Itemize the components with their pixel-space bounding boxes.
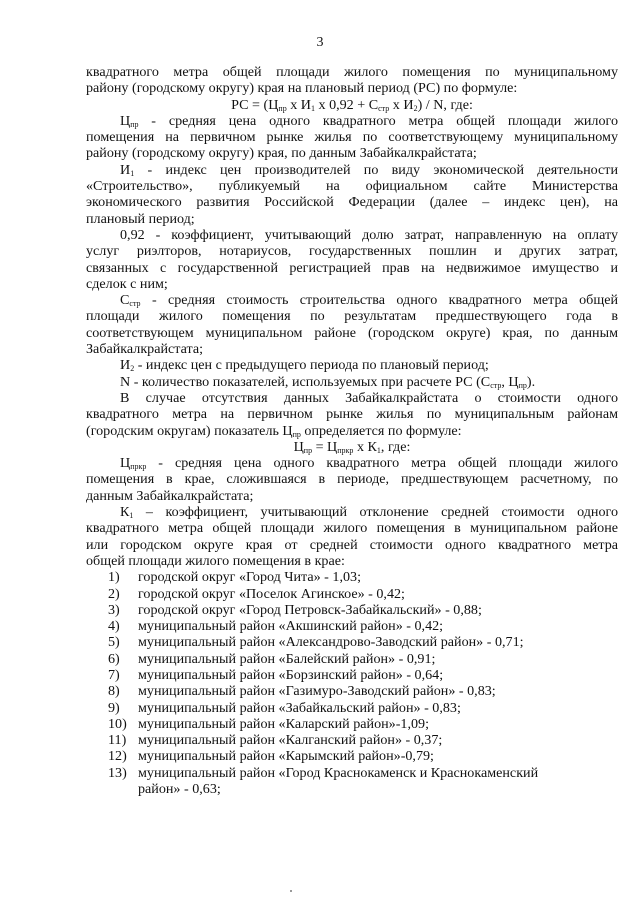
text-line: квадратного метра общей площади жилого помещения по муниципальному	[86, 64, 618, 80]
list-item-number: 13)	[108, 764, 127, 781]
definition-i2: $И_2$ - индекс цен с предыдущего периода по плановый период;	[120, 357, 489, 374]
list-item	[86, 586, 618, 602]
list-item-number: 1)	[108, 569, 120, 586]
list-item-number: 11)	[108, 732, 127, 749]
list-item	[86, 765, 618, 781]
text-line: помещения на первичном рынке жилья по соответствующему муниципальному	[86, 129, 618, 146]
list-item-text: муниципальный район «Борзинский район» - 0,64;	[138, 666, 444, 683]
text-line: услуг риэлторов, нотариусов, государственных пошлин и других затрат,	[86, 243, 618, 260]
definition-n: N - количество показателей, используемых при расчете РС ($С_{стр}$, $Ц_{пр}$).	[120, 373, 536, 390]
list-item-text: муниципальный район «Александрово-Заводский район» - 0,71;	[138, 634, 524, 651]
text-line: соответствующем муниципальном районе (городском округе) края, по данным	[86, 324, 618, 341]
list-item-text: муниципальный район «Балейский район» - 0,91;	[138, 650, 436, 667]
text-line: связанных с государственной регистрацией прав на недвижимое имущество и	[86, 259, 618, 276]
list-item-text: муниципальный район «Акшинский район» - 0,42;	[138, 618, 444, 635]
list-item-text: городской округ «Город Петровск-Забайкальский» - 0,88;	[138, 601, 482, 618]
list-item-text: муниципальный район «Калганский район» - 0,37;	[138, 732, 443, 749]
list-item	[86, 667, 618, 683]
text-line: В случае отсутствия данных Забайкалкрайстата о стоимости одного	[120, 389, 618, 406]
page-number: 3	[316, 35, 324, 50]
list-item	[86, 634, 618, 650]
text-line: общей площади жилого помещения в крае:	[86, 552, 345, 569]
list-item	[86, 748, 618, 764]
list-item	[86, 602, 618, 618]
definition-coefficient: 0,92 - коэффициент, учитывающий долю затрат, направленную на оплату	[120, 226, 618, 243]
text-line: квадратного метра на первичном рынке жилья по муниципальным районам	[86, 406, 618, 423]
list-item-continuation: район» - 0,63;	[138, 781, 221, 798]
text-line: (городским округам) показатель $Ц_{пр}$ определяется по формуле:	[86, 422, 462, 439]
text-line: площади жилого помещения по результатам предшествующего года в	[86, 308, 618, 325]
definition-c-prkr: $Ц_{пркр}$ - средняя цена одного квадратного метра общей площади жилого	[120, 455, 618, 472]
document-body	[86, 64, 618, 797]
list-item-text: муниципальный район «Забайкальский район» - 0,83;	[138, 699, 461, 716]
text-line: помещения в крае, сложившаяся в периоде, предшествующем расчетному, по	[86, 471, 618, 488]
list-item-number: 3)	[108, 601, 120, 618]
list-item	[86, 716, 618, 732]
definition-c-pr: $Ц_{пр}$ - средняя цена одного квадратного метра общей площади жилого	[120, 112, 618, 129]
formula-rs: РС = ($Ц_{пр}$ х $И_1$ х $0,92 + С_{стр}$ х $И_2$) / N, где:	[231, 96, 473, 113]
list-item-text: муниципальный район «Газимуро-Заводский район» - 0,83;	[138, 683, 496, 700]
list-item-number: 4)	[108, 618, 120, 635]
list-item-number: 8)	[108, 683, 120, 700]
definition-i1: $И_1$ - индекс цен производителей по виду экономической деятельности	[120, 161, 618, 178]
list-item-text: городской округ «Город Чита» - 1,03;	[138, 569, 361, 586]
coefficient-list	[86, 569, 618, 797]
list-item-text: муниципальный район «Каларский район»-1,09;	[138, 715, 429, 732]
list-item-number: 5)	[108, 634, 120, 651]
text-line: или городском округе края от средней стоимости одного квадратного метра	[86, 536, 618, 553]
text-line: «Строительство», публикуемый на официальном сайте Министерства	[86, 178, 618, 195]
text-line: плановый период;	[86, 210, 195, 227]
list-item-number: 12)	[108, 748, 127, 765]
list-item-text: муниципальный район «Город Краснокаменск и Краснокаменский	[138, 764, 539, 781]
definition-c-str: $С_{стр}$ - средняя стоимость строительства одного квадратного метра общей	[120, 292, 618, 309]
list-item	[86, 732, 618, 748]
text-line: району (городскому округу) края на плановый период (РС) по формуле:	[86, 80, 518, 97]
list-item-text: городской округ «Поселок Агинское» - 0,42;	[138, 585, 405, 602]
formula-c-pr: $Ц_{пр} = Ц_{пркр}$ х $К_1$, где:	[293, 438, 411, 455]
list-item	[86, 569, 618, 585]
text-line: сделок с ним;	[86, 275, 168, 292]
text-line: району (городскому округу) края, по данным Забайкалкрайстата;	[86, 145, 477, 162]
text-line: Забайкалкрайстата;	[86, 341, 204, 358]
text-line: данным Забайкалкрайстата;	[86, 487, 254, 504]
list-item-number: 7)	[108, 666, 120, 683]
definition-k1: $К_1$ – коэффициент, учитывающий отклонение средней стоимости одного	[120, 504, 618, 521]
scan-mark	[290, 890, 292, 892]
list-item	[86, 700, 618, 716]
list-item-number: 9)	[108, 699, 120, 716]
list-item-number: 6)	[108, 650, 120, 667]
text-line: квадратного метра общей площади жилого помещения в муниципальном районе	[86, 520, 618, 537]
list-item	[86, 683, 618, 699]
list-item	[86, 618, 618, 634]
list-item-number: 2)	[108, 585, 120, 602]
text-line: экономического развития Российской Федерации (далее – индекс цен), на	[86, 194, 618, 211]
list-item-number: 10)	[108, 715, 127, 732]
list-item	[86, 651, 618, 667]
list-item-text: муниципальный район «Карымский район»-0,79;	[138, 748, 434, 765]
